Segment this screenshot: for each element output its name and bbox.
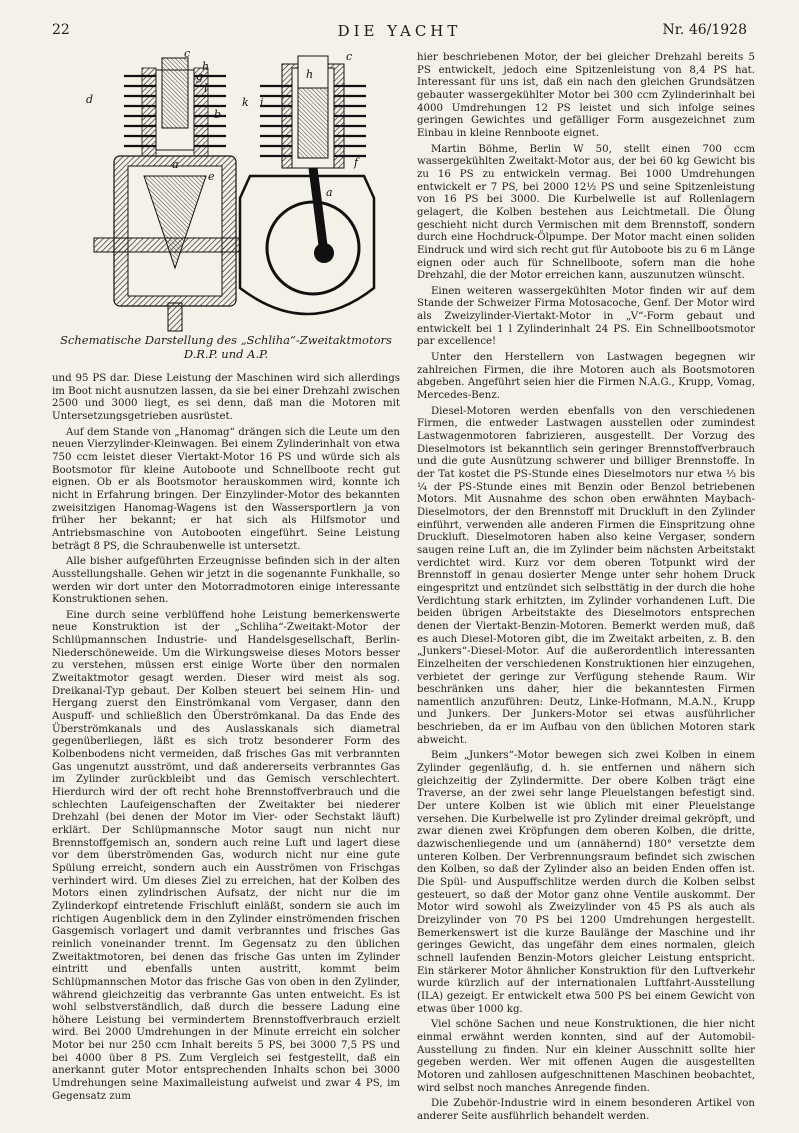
figure-label-1: c [184, 47, 191, 60]
right-paragraph-7: Viel schöne Sachen und neue Konstruktionen, die hier nicht einmal erwähnt werden konnten, sind auf der Automobil-Ausstellung zu finden. Nur ein kleiner Ausschnitt sollte hier gegeben werden. Wer mit offenen Augen die ausgestellten Motoren und zahllosen aufgeschnittenen Maschinen beobachtet, wird selbst noch manches Anregende finden. [417, 1019, 755, 1094]
figure-caption-line-2: D.R.P. und A.P. [183, 347, 269, 361]
figure-label-2: h [202, 60, 210, 73]
right-paragraph-3: Einen weiteren wassergekühlten Motor finden wir auf dem Stande der Schweizer Firma Motosacoche, Genf. Der Motor wird als Zweizylinder-Viertakt-Motor in „V“-Form gebaut und entwickelt bei 1 l Zylinderinhalt 24 PS. Ein Schnellbootsmotor par excellence! [417, 285, 755, 348]
figure-caption-line-1: Schematische Darstellung des „Schliha“-Zweitaktmotors [60, 333, 392, 347]
figure-caption [52, 333, 400, 361]
left-paragraph-3: Alle bisher aufgeführten Erzeugnisse befinden sich in der alten Ausstellungshalle. Gehen wir jetzt in die sogenannte Funkhalle, so werden wir dort unter den Motorradmotoren einige interessante Konstruktionen sehen. [52, 556, 400, 606]
figure-label-11: h [306, 68, 314, 81]
left-text-column [52, 373, 400, 1102]
figure-label-8: e [208, 170, 215, 183]
left-section-view [94, 58, 256, 331]
figure-label-3: g [196, 70, 204, 83]
right-paragraph-8: Die Zubehör-Industrie wird in einem besonderen Artikel von anderer Seite ausführlich behandelt werden. [417, 1098, 755, 1122]
left-paragraph-2: Auf dem Stande von „Hanomag“ drängen sich die Leute um den neuen Vierzylinder-Kleinwagen. Bei einem Zylinderinhalt von etwa 750 ccm leistet dieser Viertakt-Motor 16 PS und würde sich als Bootsmotor für kleine Autoboote und Schnellboote recht gut eignen. Ob er als Bootsmotor herauskommen wird, konnte ich nicht in Erfahrung bringen. Der Einzylinder-Motor des bekannten zweisitzigen Hanomag-Wagens ist den Wassersportlern ja von früher her bekannt; er hat sich als Hilfsmotor und Antriebsmaschine von Autobooten eingeführt. Seine Leistung beträgt 8 PS, die Schraubenwelle ist untersetzt. [52, 426, 400, 552]
figure-label-7: a [172, 158, 179, 171]
figure-label-5: d [86, 93, 94, 106]
right-paragraph-5: Diesel-Motoren werden ebenfalls von den verschiedenen Firmen, die entweder Lastwagen ausstellen oder zumindest Lastwagenmotoren fabrizieren, ausgestellt. Der Vorzug des Dieselmotors ist bekanntlich sein geringer Brennstoffverbrauch und die gute Ausnützung schwerer und billiger Brennstoffe. In der Tat kostet die PS-Stunde eines Dieselmotors nur etwa ⅓ bis ¼ der PS-Stunde eines mit Benzin oder Benzol betriebenen Motors. Mit Ausnahme des schon oben erwähnten Maybach-Dieselmotors, der den Brennstoff mit Druckluft in den Zylinder einführt, verwenden alle anderen Firmen die Einspritzung ohne Druckluft. Dieselmotoren haben also keine Vergaser, sondern saugen reine Luft an, die im Zylinder beim nächsten Arbeitstakt verdichtet wird. Kurz vor dem oberen Totpunkt wird der Brennstoff in genau dosierter Menge unter sehr hohem Druck eingespritzt und entzündet sich selbsttätig in der durch die hohe Verdichtung stark erhitzten, im Zylinder vorhandenen Luft. Die beiden übrigen Arbeitstakte des Dieselmotors entsprechen denen der Viertakt-Benzin-Motoren. Bemerkt werden muß, daß es auch Diesel-Motoren gibt, die im Zweitakt arbeiten, z. B. den „Junkers“-Diesel-Motor. Auf die außerordentlich interessanten Einzelheiten der verschiedenen Konstruktionen hier einzugehen, verbietet der geringe zur Verfügung stehende Raum. Wir beschränken uns daher, hier die bekanntesten Firmen namentlich anzuführen: Deutz, Linke-Hofmann, M.A.N., Krupp und Junkers. Der Junkers-Motor sei etwas ausführlicher beschrieben, da er im Aufbau von den üblichen Motoren stark abweicht. [417, 405, 755, 746]
figure-label-12: i [260, 96, 264, 109]
figure-label-14: a [326, 186, 333, 199]
right-paragraph-6: Beim „Junkers“-Motor bewegen sich zwei Kolben in einem Zylinder gegenläufig, d. h. sie entfernen und nähern sich gleichzeitig der Zylindermitte. Der obere Kolben trägt eine Traverse, an der zwei sehr lange Pleuelstangen befestigt sind. Der untere Kolben ist wie üblich mit einer Pleuelstange versehen. Die Kurbelwelle ist pro Zylinder dreimal gekröpft, und zwar dienen zwei Kröpfungen dem oberen Kolben, die dritte, dazwischenliegende und um (annähernd) 180° versetzte dem unteren Kolben. Der Verbrennungsraum befindet sich zwischen den Kolben, so daß der Zylinder also an beiden Enden offen ist. Die Spül- und Auspuffschlitze werden durch die Kolben selbst gesteuert, so daß der Motor ganz ohne Ventile auskommt. Der Motor wird sowohl als Zweizylinder von 45 PS als auch als Dreizylinder von 70 PS bei 1200 Umdrehungen hergestellt. Bemerkenswert ist die kurze Baulänge der Maschine und ihr geringes Gewicht, das ungefähr dem eines normalen, gleich schnell laufenden Benzin-Motors gleicher Leistung entspricht. Ein stärkerer Motor ähnlicher Konstruktion für den Luftverkehr wurde kürzlich auf der internationalen Luftfahrt-Ausstellung (ILA) gezeigt. Er entwickelt etwa 500 PS bei einem Gewicht von etwas über 1000 kg. [417, 750, 755, 1015]
journal-title: DIE YACHT [337, 22, 462, 40]
right-paragraph-2: Martin Böhme, Berlin W 50, stellt einen 700 ccm wassergekühlten Zweitakt-Motor aus, der bei 60 kg Gewicht bis zu 16 PS zu entwickeln vermag. Bei 1000 Umdrehungen entwickelt er 7 PS, bei 2000 12½ PS und seine Spitzenleistung von 16 PS bei 3000. Die Kurbelwelle ist auf Rollenlagern gelagert, die Kolben bestehen aus Leichtmetall. Die Ölung geschieht nicht durch Vermischen mit dem Brennstoff, sondern durch eine Hochdruck-Ölpumpe. Der Motor macht einen soliden Eindruck und wird sich recht gut für Autoboote bis zu 6 m Länge eignen oder auch für Schnellboote, sofern man die hohe Drehzahl, die der Motor erreichen kann, auszunutzen wünscht. [417, 143, 755, 282]
page-header [52, 22, 747, 44]
right-section-view [240, 56, 374, 314]
right-paragraph-4: Unter den Herstellern von Lastwagen begegnen wir zahlreichen Firmen, die ihre Motoren auch als Bootsmotoren abgeben. Angeführt seien hier die Firmen N.A.G., Krupp, Vomag, Mercedes-Benz. [417, 352, 755, 402]
left-paragraph-4: Eine durch seine verblüffend hohe Leistung bemerkenswerte neue Konstruktion ist der „Schliha“-Zweitakt-Motor der Schlüpmannschen Industrie- und Handelsgesellschaft, Berlin-Niederschöneweide. Um die Wirkungsweise dieses Motors besser zu verstehen, müssen erst einige Worte über den normalen Zweitaktmotor gesagt werden. Dieser wird meist als sog. Dreikanal-Typ gebaut. Der Kolben steuert bei seinem Hin- und Hergang zuerst den Einströmkanal vom Vergaser, dann den Auspuff- und schließlich den Überströmkanal. Da das Ende des Überströmkanals und des Auslasskanals sich diametral gegenüberliegen, läßt es sich trotz besonderer Form des Kolbenbodens nicht vermeiden, daß frisches Gas mit verbrannten Gas ungenutzt ausströmt, und daß andererseits verbranntes Gas im Zylinder zurückbleibt und das Gemisch verschlechtert. Hierdurch wird der oft recht hohe Brennstoffverbrauch und die schlechten Laufeigenschaften der Zweitakter bei niederer Drehzahl (bei denen der Motor im Vier- oder Sechstakt läuft) erklärt. Der Schlüpmannsche Motor saugt nun nicht nur Brennstoffgemisch an, sondern auch reine Luft und lagert diese vor dem überströmenden Gas, wodurch nicht nur eine gute Spülung erreicht, sondern auch ein Ausströmen von Frischgas verhindert wird. Um dieses Ziel zu erreichen, hat der Kolben des Motors einen zylindrischen Aufsatz, der nicht nur die im Zylinderkopf eintretende Frischluft einläßt, sondern sie auch im richtigen Augenblick dem in den Zylinder einströmenden frischen Gasgemisch vorlagert und damit verbranntes und frisches Gas reinlich voneinander trennt. Im Gegensatz zu den üblichen Zweitaktmotoren, bei denen das frische Gas unten im Zylinder eintritt und ebenfalls unten austritt, kommt beim Schlüpmannschen Motor das frische Gas von oben in den Zylinder, während gleichzeitig das verbrannte Gas unten entweicht. Es ist wohl selbstverständlich, daß durch die bessere Ladung eine höhere Leistung bei vermindertem Brennstoffverbrauch erzielt wird. Bei 2000 Umdrehungen in der Minute erreicht ein solcher Motor bei nur 250 ccm Inhalt bereits 5 PS, bei 3000 7,5 PS und bei 4000 über 8 PS. Zum Vergleich sei festgestellt, daß ein anerkannt guter Motor entsprechenden Inhalts schon bei 3000 Umdrehungen seine Maximalleistung aufweist und zwar 4 PS, im Gegensatz zum [52, 609, 400, 1102]
figure-label-4: l [204, 82, 208, 95]
figure-label-6: b [214, 108, 222, 121]
figure-label-10: c [346, 50, 353, 63]
engine-schematic-figure [84, 48, 374, 333]
figure-label-9: k [242, 96, 249, 109]
engine-schematic-drawing [84, 48, 374, 333]
page-number: 22 [52, 22, 70, 38]
issue-number: Nr. 46/1928 [662, 22, 747, 38]
right-paragraph-1: hier beschriebenen Motor, der bei gleicher Drehzahl bereits 5 PS entwickelt, jedoch eine Spitzenleistung von 8,4 PS hat. Interessant für uns ist, daß ein nach den gleichen Grundsätzen gebauter wassergekühlter Motor bei 300 ccm Zylinderinhalt bei 4000 Umdrehungen 12 PS leistet und sich infolge seines geringen Gewichtes und gefälliger Form ausgezeichnet zum Einbau in kleine Rennboote eignet. [417, 52, 755, 139]
left-paragraph-1: und 95 PS dar. Diese Leistung der Maschinen wird sich allerdings im Boot nicht ausnutzen lassen, da sie bei einer Drehzahl zwischen 2500 und 3000 liegt, es sei denn, daß man die Motoren mit Untersetzungsgetrieben ausrüstet. [52, 373, 400, 422]
right-text-column [417, 52, 755, 1122]
figure-label-13: f [354, 156, 359, 169]
